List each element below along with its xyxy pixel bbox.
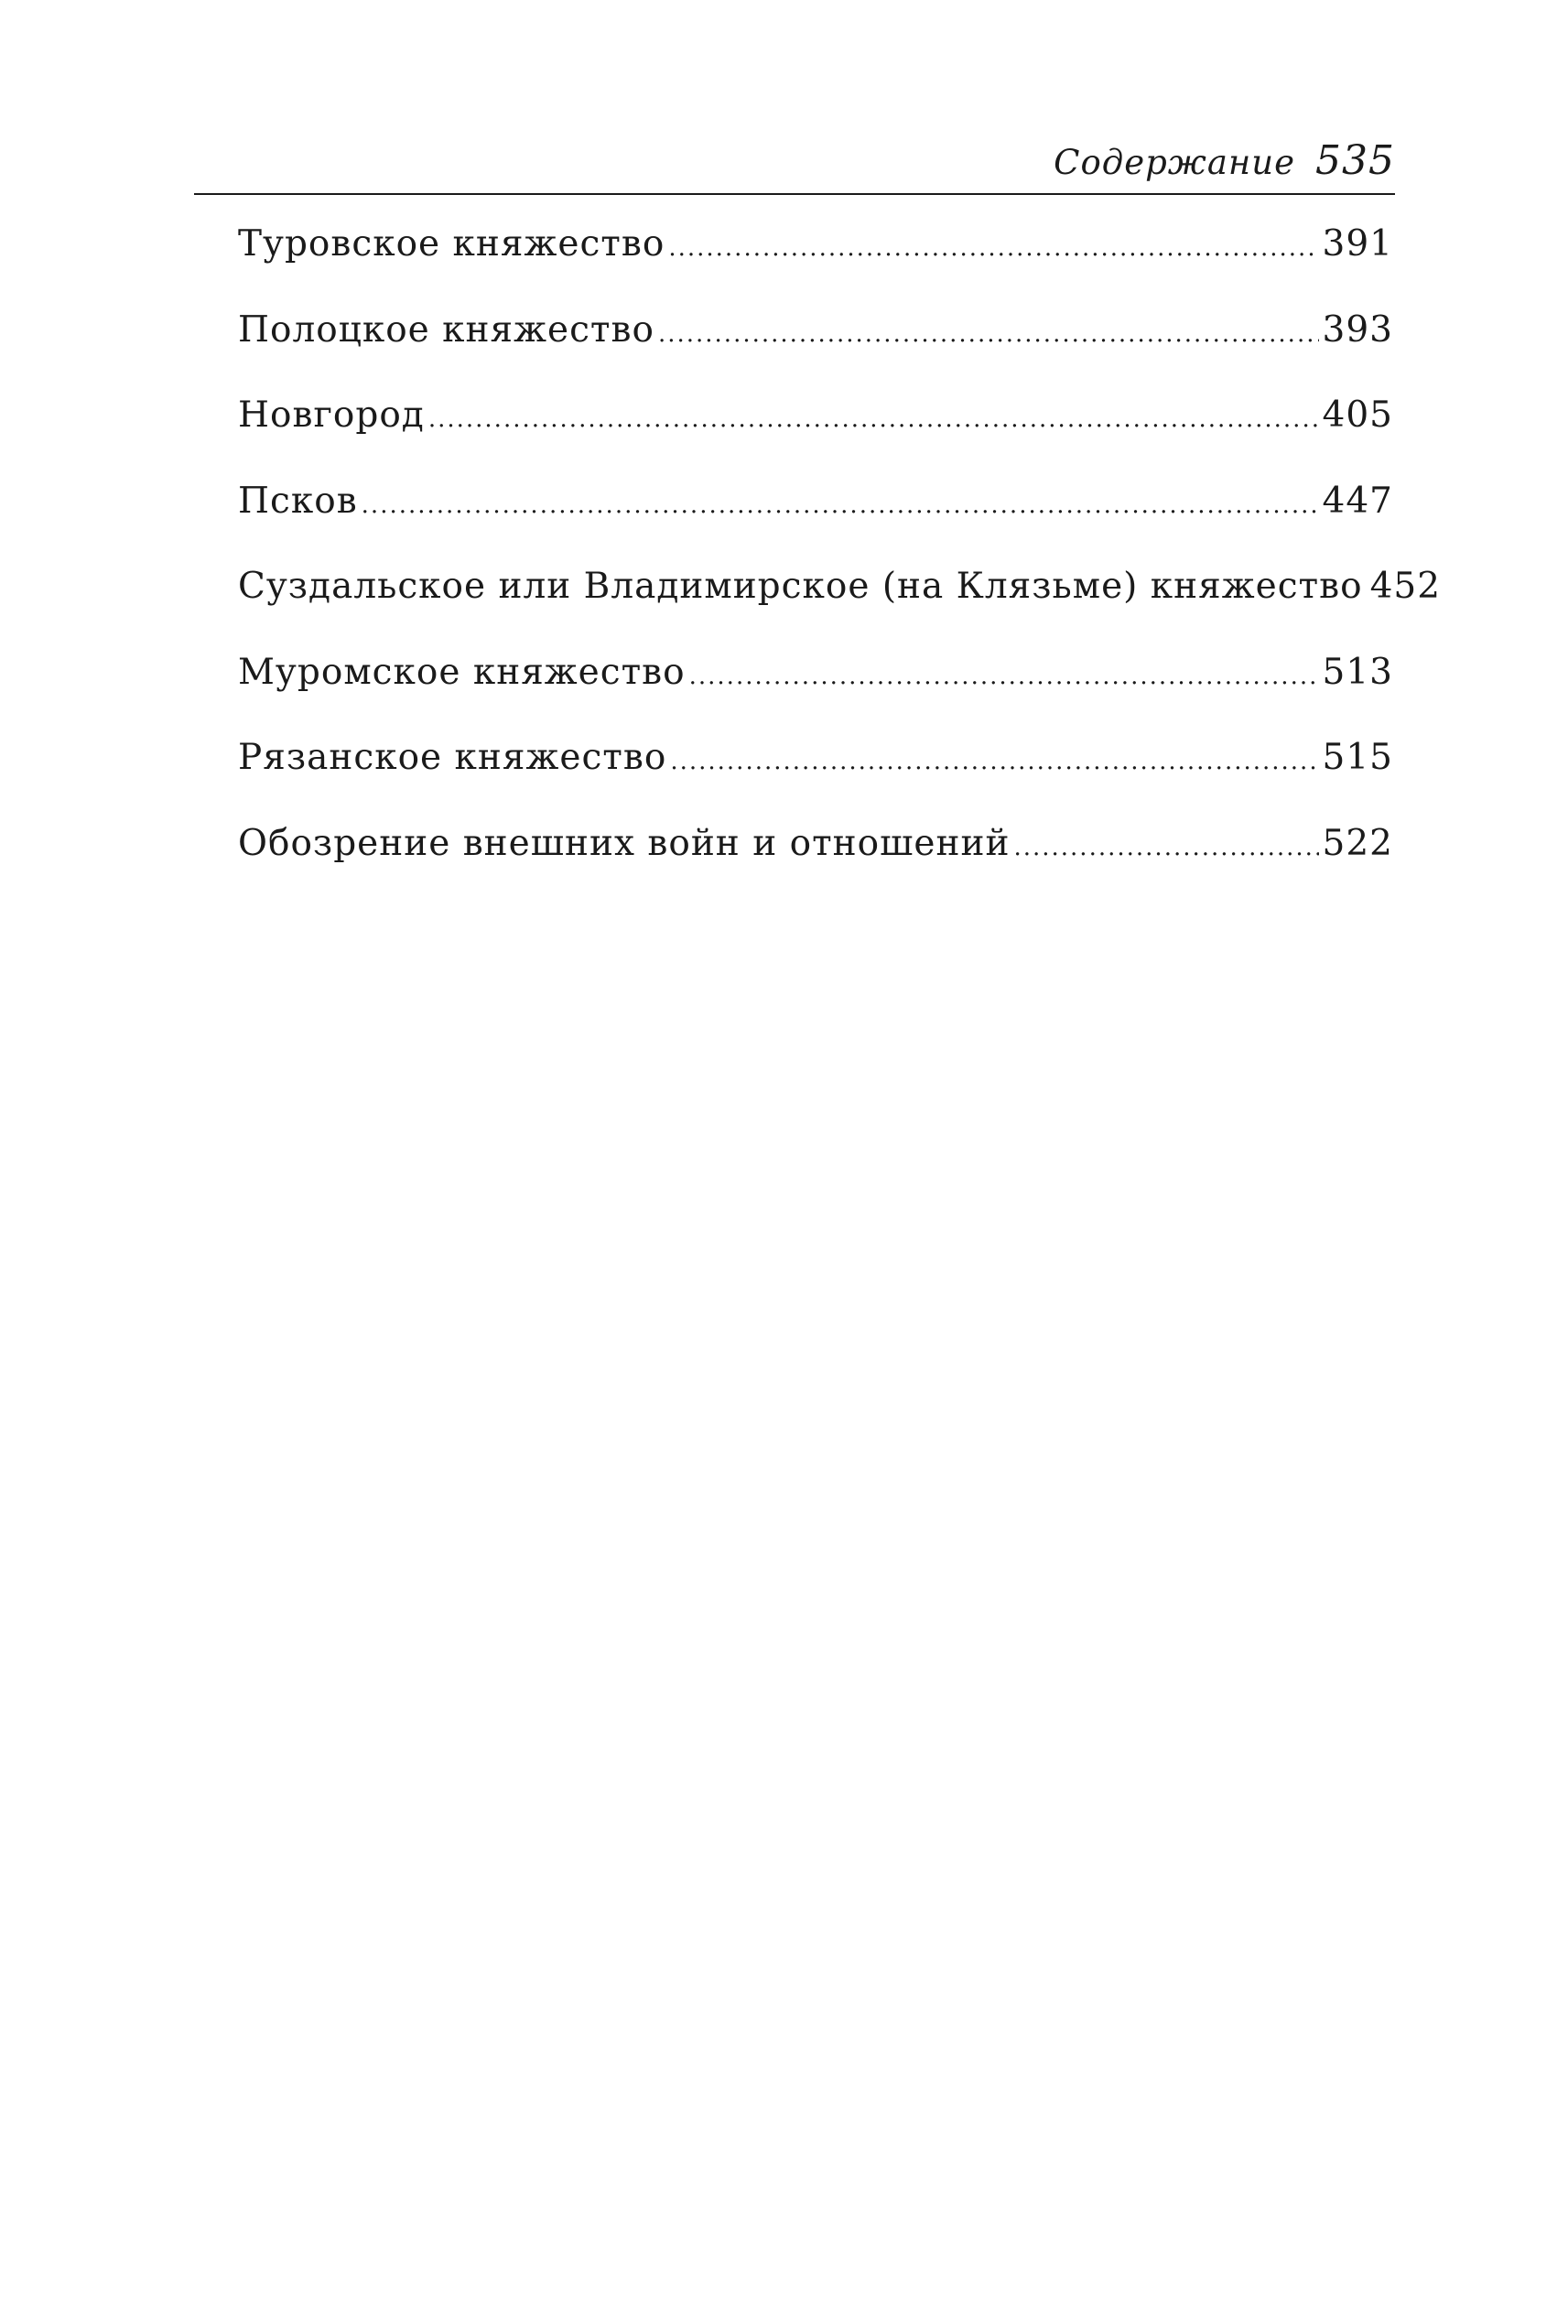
running-head-section: Содержание xyxy=(1054,143,1296,182)
toc-entry-page: 447 xyxy=(1322,480,1393,522)
toc-entry[interactable] xyxy=(238,212,1393,298)
dot-leader xyxy=(689,644,1319,708)
toc-entry-page: 522 xyxy=(1322,822,1393,864)
toc-entry-title: Обозрение внешних войн и отношений xyxy=(238,822,1011,864)
toc-entry[interactable] xyxy=(238,298,1393,384)
toc-entry[interactable] xyxy=(238,470,1393,556)
toc-entry-title: Рязанское княжество xyxy=(238,737,667,778)
toc-entry-title: Муромское княжество xyxy=(238,651,686,693)
toc-entry-title: Полоцкое княжество xyxy=(238,308,654,351)
toc-entry[interactable] xyxy=(238,555,1442,641)
toc-entry-page: 393 xyxy=(1322,308,1393,351)
running-head xyxy=(194,137,1395,196)
toc-entry[interactable] xyxy=(238,641,1393,727)
toc-entry-title: Псков xyxy=(238,480,358,522)
dot-leader xyxy=(668,216,1318,280)
toc-entry-page: 452 xyxy=(1369,566,1442,607)
toc-entry[interactable] xyxy=(238,384,1393,470)
page-number: 535 xyxy=(1315,137,1395,184)
toc-entry-title: Новгород xyxy=(238,395,425,436)
header-rule xyxy=(194,193,1395,195)
dot-leader xyxy=(658,302,1319,366)
toc-entry-title: Суздальское или Владимирское (на Клязьме) княжество xyxy=(238,566,1363,607)
table-of-contents xyxy=(238,212,1442,897)
dot-leader xyxy=(362,473,1319,537)
toc-entry-page: 515 xyxy=(1322,737,1393,778)
toc-entry-page: 513 xyxy=(1322,651,1393,693)
dot-leader xyxy=(1013,816,1318,880)
toc-entry-title: Туровское княжество xyxy=(238,223,665,265)
dot-leader xyxy=(428,387,1319,451)
toc-entry-page: 391 xyxy=(1322,223,1393,265)
toc-entry-page: 405 xyxy=(1322,395,1393,436)
toc-entry[interactable] xyxy=(238,812,1393,898)
toc-entry[interactable] xyxy=(238,726,1393,812)
dot-leader xyxy=(670,730,1318,794)
